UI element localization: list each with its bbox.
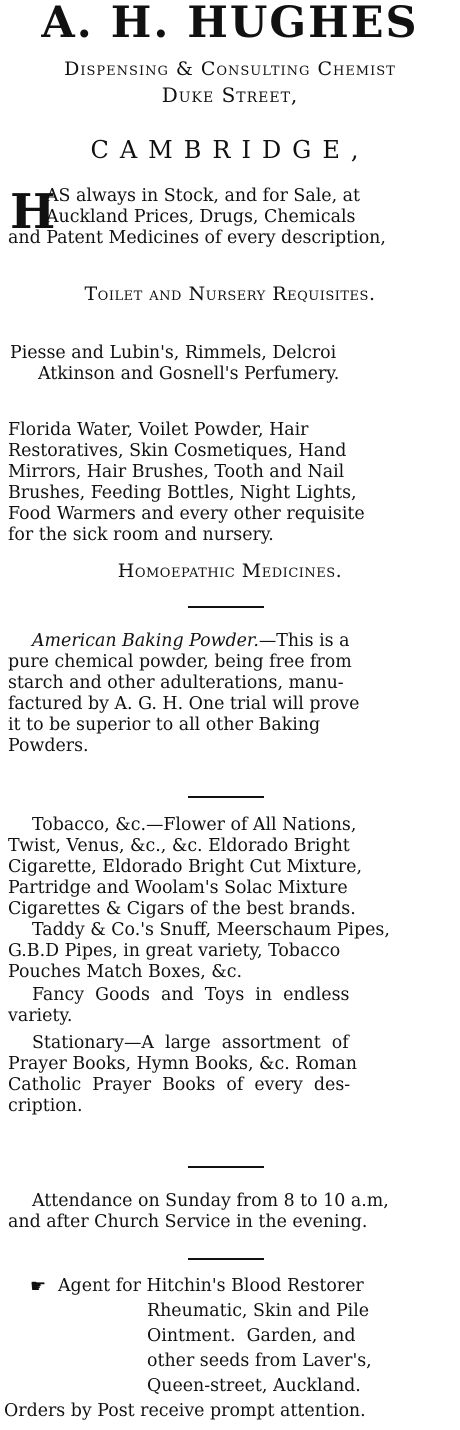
perfumery-line-2: Atkinson and Gosnell's Perfumery.	[38, 364, 340, 384]
pointing-hand-icon: ☛	[30, 1276, 47, 1297]
toilet-heading: Toilet and Nursery Requisites.	[84, 283, 376, 305]
florida-line-5: Food Warmers and every other requisite	[8, 504, 365, 524]
divider-rule	[188, 796, 264, 798]
perfumery-line-1: Piesse and Lubin's, Rimmels, Delcroi	[10, 343, 337, 363]
tobacco-line-4: Partridge and Woolam's Solac Mixture	[8, 878, 348, 898]
florida-line-2: Restoratives, Skin Cosmetiques, Hand	[8, 441, 347, 461]
baking-line-5: it to be superior to all other Baking	[8, 715, 321, 735]
tobacco-line-11: Stationary—A large assortment of	[32, 1033, 349, 1053]
florida-line-6: for the sick room and nursery.	[8, 525, 274, 545]
advert-street: Duke Street,	[161, 83, 299, 107]
drop-cap: H	[10, 184, 56, 240]
divider-rule	[188, 1258, 264, 1260]
tobacco-line-3: Cigarette, Eldorado Bright Cut Mixture,	[8, 857, 362, 877]
intro-line-3: and Patent Medicines of every description,	[8, 228, 386, 248]
tobacco-line-14: cription.	[8, 1096, 83, 1116]
florida-line-1: Florida Water, Voilet Powder, Hair	[8, 420, 309, 440]
agent-line-5: Queen-street, Auckland.	[147, 1376, 361, 1396]
tobacco-line-8: Pouches Match Boxes, &c.	[8, 962, 243, 982]
intro-line-2: Auckland Prices, Drugs, Chemicals	[46, 207, 356, 227]
baking-line-4: factured by A. G. H. One trial will prove	[8, 694, 360, 714]
agent-line-1: Agent for Hitchin's Blood Restorer	[58, 1276, 364, 1296]
florida-line-4: Brushes, Feeding Bottles, Night Lights,	[8, 483, 357, 503]
attendance-line-1: Attendance on Sunday from 8 to 10 a.m,	[32, 1191, 389, 1211]
advert-title: A. H. HUGHES	[41, 0, 419, 48]
tobacco-line-10: variety.	[8, 1006, 73, 1026]
baking-line-6: Powders.	[8, 736, 89, 756]
tobacco-line-9: Fancy Goods and Toys in endless	[32, 985, 350, 1005]
agent-line-3: Ointment. Garden, and	[147, 1326, 356, 1346]
tobacco-line-2: Twist, Venus, &c., &c. Eldorado Bright	[8, 836, 350, 856]
baking-title: American Baking Powder.	[32, 631, 259, 651]
agent-line-2: Rheumatic, Skin and Pile	[147, 1301, 370, 1321]
divider-rule	[188, 1166, 264, 1168]
advert-town: CAMBRIDGE,	[90, 136, 370, 164]
tobacco-line-1: Tobacco, &c.—Flower of All Nations,	[32, 815, 357, 835]
baking-line-1	[32, 631, 349, 652]
florida-line-3: Mirrors, Hair Brushes, Tooth and Nail	[8, 462, 345, 482]
advert-subtitle: Dispensing & Consulting Chemist	[64, 58, 396, 80]
tobacco-line-6: Taddy & Co.'s Snuff, Meerschaum Pipes,	[32, 920, 390, 940]
baking-line-2: pure chemical powder, being free from	[8, 652, 352, 672]
divider-rule	[188, 606, 264, 608]
homeopathic-heading: Homoepathic Medicines.	[117, 560, 343, 582]
baking-line-1-text: —This is a	[258, 631, 350, 651]
baking-line-3: starch and other adulterations, manu-	[8, 673, 344, 693]
tobacco-line-13: Catholic Prayer Books of every des-	[8, 1075, 351, 1095]
tobacco-line-7: G.B.D Pipes, in great variety, Tobacco	[8, 941, 341, 961]
orders-line: Orders by Post receive prompt attention.	[4, 1401, 366, 1421]
tobacco-line-5: Cigarettes & Cigars of the best brands.	[8, 899, 356, 919]
attendance-line-2: and after Church Service in the evening.	[8, 1212, 368, 1232]
tobacco-line-12: Prayer Books, Hymn Books, &c. Roman	[8, 1054, 357, 1074]
agent-line-4: other seeds from Laver's,	[147, 1351, 372, 1371]
intro-line-1: AS always in Stock, and for Sale, at	[46, 186, 360, 206]
